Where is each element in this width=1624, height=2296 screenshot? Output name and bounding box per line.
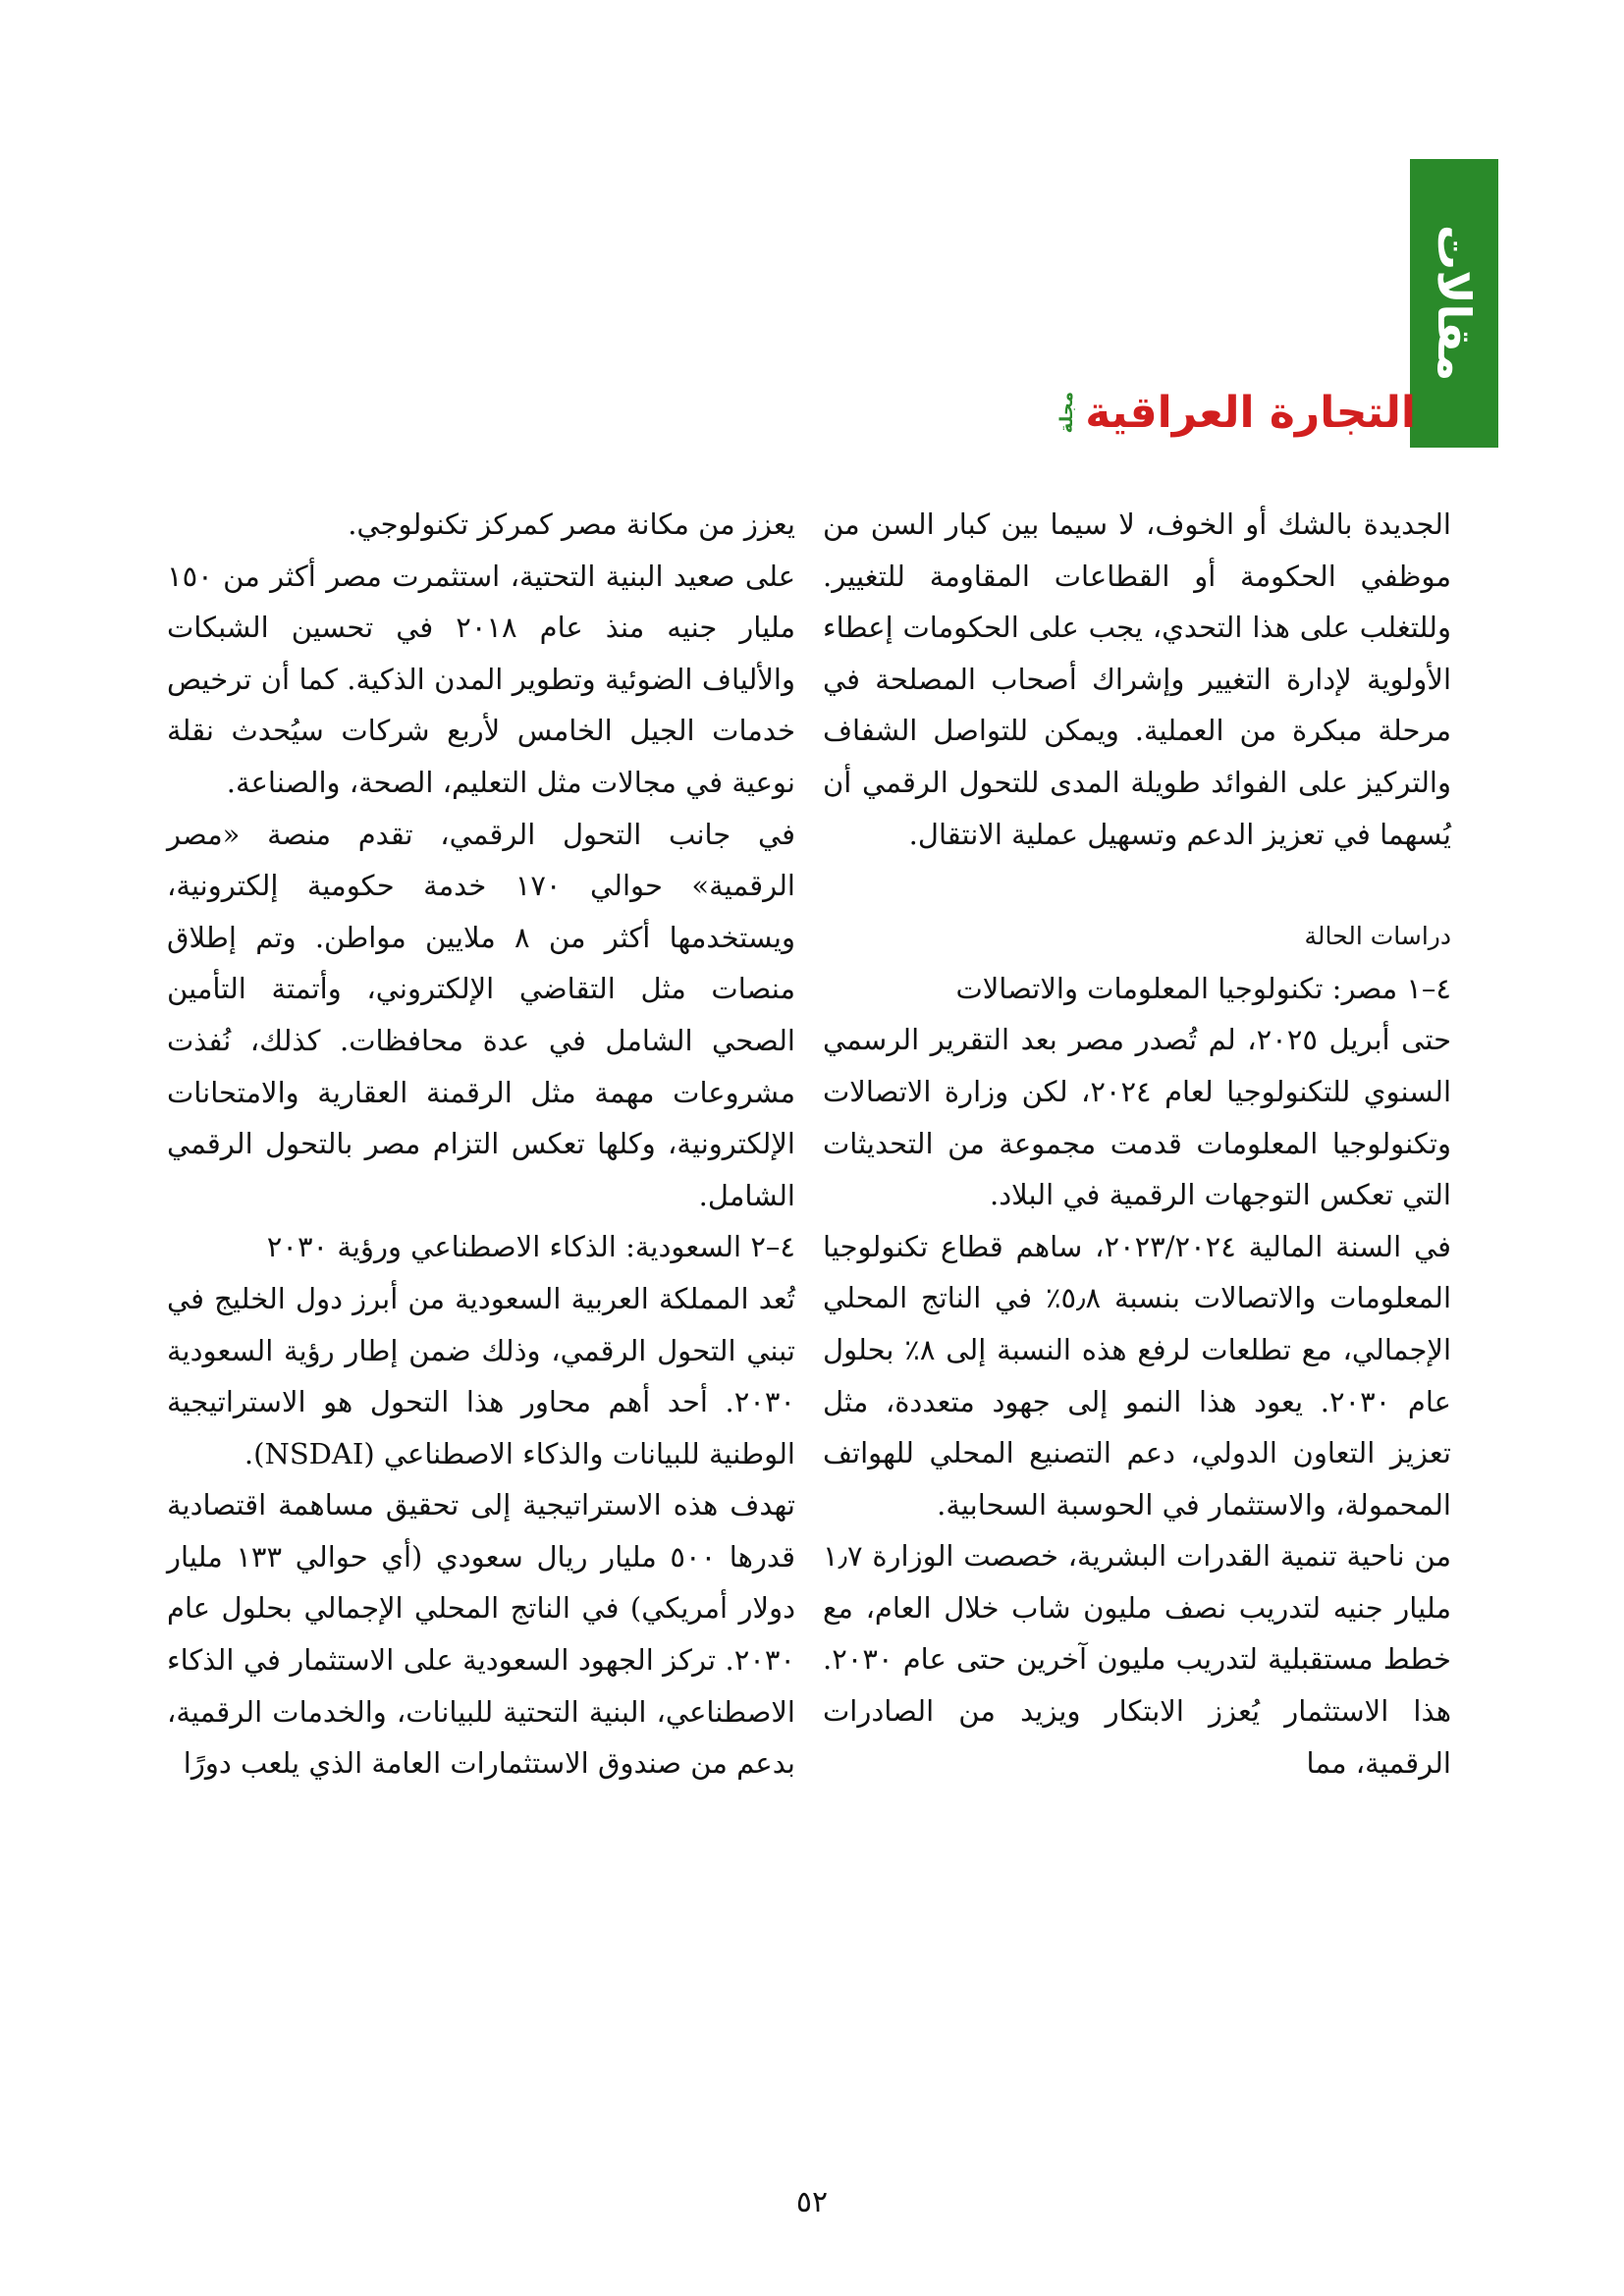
paragraph: تُعد المملكة العربية السعودية من أبرز دول الخليج في تبني التحول الرقمي، وذلك ضمن إطار رؤية السعودية ٢٠٣٠. أحد أهم محاور هذا التحول هو الاستراتيجية الوطنية للبيانات والذكاء الاصطناعي (NSDAI).	[167, 1281, 795, 1470]
magazine-logo-title: التجارة العراقية	[1085, 387, 1416, 438]
case-studies-heading: دراسات الحالة	[1304, 922, 1451, 951]
section-title-egypt: ٤–١ مصر: تكنولوجيا المعلومات والاتصالات	[955, 971, 1451, 1005]
magazine-logo-prefix: مجلة	[1056, 391, 1078, 434]
paragraph: الجديدة بالشك أو الخوف، لا سيما بين كبار السن من موظفي الحكومة أو القطاعات المقاومة للتغيير. وللتغلب على هذا التحدي، يجب على الحكومات إعطاء الأولوية لإدارة التغيير وإشراك أصحاب المصلحة في مرحلة مبكرة من العملية. ويمكن للتواصل الشفاف والتركيز على الفوائد طويلة المدى للتحول الرقمي أن يُسهما في تعزيز الدعم وتسهيل عملية الانتقال.	[823, 507, 1451, 851]
section-tab	[1410, 159, 1498, 448]
page-number: ٥٢	[795, 2185, 829, 2219]
section-title-saudi: ٤–٢ السعودية: الذكاء الاصطناعي ورؤية ٢٠٣٠	[266, 1230, 795, 1264]
right-column	[823, 499, 1451, 1789]
paragraph: يعزز من مكانة مصر كمركز تكنولوجي.	[348, 507, 795, 541]
spacer	[823, 860, 1451, 911]
paragraph: حتى أبريل ٢٠٢٥، لم تُصدر مصر بعد التقرير الرسمي السنوي للتكنولوجيا لعام ٢٠٢٤، لكن وزارة الاتصالات وتكنولوجيا المعلومات قدمت مجموعة من التحديثات التي تعكس التوجهات الرقمية في البلاد.	[823, 1023, 1451, 1212]
magazine-logo	[1056, 373, 1416, 452]
paragraph: تهدف هذه الاستراتيجية إلى تحقيق مساهمة اقتصادية قدرها ٥٠٠ مليار ريال سعودي (أي حوالي ١٣٣ مليار دولار أمريكي) في الناتج المحلي الإجمالي بحلول عام ٢٠٣٠. تركز الجهود السعودية على الاستثمار في الذكاء الاصطناعي، البنية التحتية للبيانات، والخدمات الرقمية، بدعم من صندوق الاستثمارات العامة الذي يلعب دورًا	[167, 1488, 795, 1781]
paragraph: في السنة المالية ٢٠٢٣/٢٠٢٤، ساهم قطاع تكنولوجيا المعلومات والاتصالات بنسبة ٥٫٨٪ في الناتج المحلي الإجمالي، مع تطلعات لرفع هذه النسبة إلى ٨٪ بحلول عام ٢٠٣٠. يعود هذا النمو إلى جهود متعددة، مثل تعزيز التعاون الدولي، دعم التصنيع المحلي للهواتف المحمولة، والاستثمار في الحوسبة السحابية.	[823, 1229, 1451, 1522]
paragraph: على صعيد البنية التحتية، استثمرت مصر أكثر من ١٥٠ مليار جنيه منذ عام ٢٠١٨ في تحسين الشبكات والألياف الضوئية وتطوير المدن الذكية. كما أن ترخيص خدمات الجيل الخامس لأربع شركات سيُحدث نقلة نوعية في مجالات مثل التعليم، الصحة، والصناعة.	[167, 559, 796, 799]
paragraph: في جانب التحول الرقمي، تقدم منصة «مصر الرقمية» حوالي ١٧٠ خدمة حكومية إلكترونية، ويستخدمها أكثر من ٨ ملايين مواطن. وتم إطلاق منصات مثل التقاضي الإلكتروني، وأتمتة التأمين الصحي الشامل في عدة محافظات. كذلك، نُفذت مشروعات مهمة مثل الرقمنة العقارية والامتحانات الإلكترونية، وكلها تعكس التزام مصر بالتحول الرقمي الشامل.	[167, 817, 796, 1212]
section-tab-label: مقالات	[1428, 225, 1481, 382]
left-column	[167, 499, 795, 1789]
paragraph: من ناحية تنمية القدرات البشرية، خصصت الوزارة ١٫٧ مليار جنيه لتدريب نصف مليون شاب خلال العام، مع خطط مستقبلية لتدريب مليون آخرين حتى عام ٢٠٣٠. هذا الاستثمار يُعزز الابتكار ويزيد من الصادرات الرقمية، مما	[823, 1539, 1451, 1780]
